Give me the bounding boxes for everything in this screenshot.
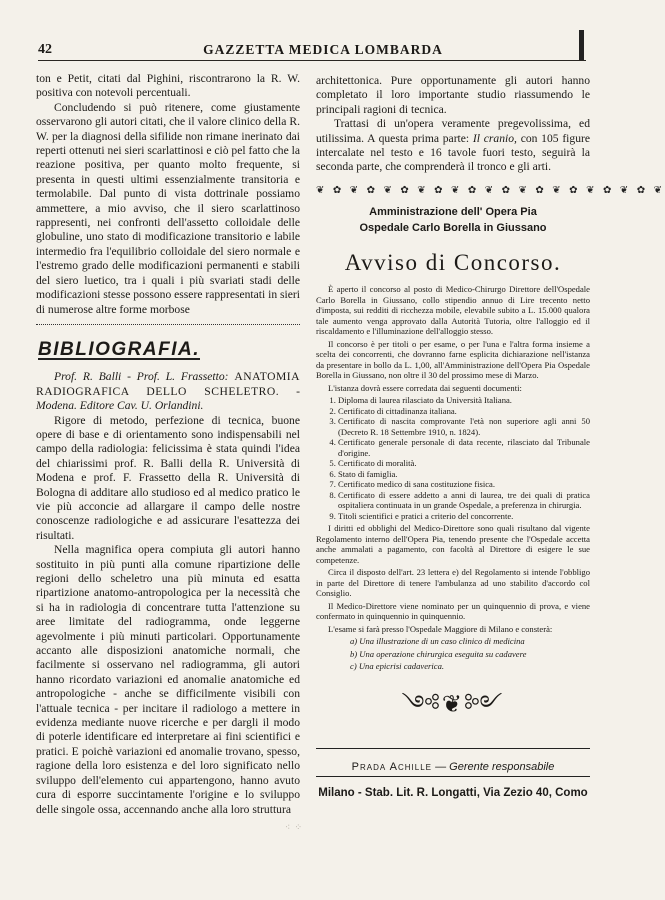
page-number: 42 bbox=[38, 42, 52, 57]
list-item: 1. Diploma di laurea rilasciato da Università Italiana. bbox=[338, 395, 590, 406]
administration-heading: Amministrazione dell' Opera Pia Ospedale Carlo Borella in Giussano bbox=[359, 206, 547, 234]
left-column bbox=[36, 72, 300, 817]
margin-bar bbox=[579, 30, 584, 60]
divider bbox=[316, 776, 590, 777]
imprint-footer bbox=[316, 748, 590, 799]
reference-publisher: - Modena. Editore Cav. U. Orlandini. bbox=[36, 384, 301, 413]
paragraph: Rigore di metodo, perfezione di tecnica, buone opere di base e di orientamento sono indispensabili nel campo della radiologia: felicissima è stata quindi l'idea del chiarissimi prof. R. Balli della R. Università di Modena e prof. F. Frassetto della R. Università di Bologna di additare allo studioso ed al medico pratico le vie più acconcie ad allargare il campo delle nostre conoscenze radiologiche e ad assicurare l'esattezza dei risultati. bbox=[36, 413, 300, 542]
list-item: 6. Stato di famiglia. bbox=[338, 469, 590, 480]
concorso-notice bbox=[316, 200, 590, 745]
list-item: 9. Titoli scientifici e pratici a criterio del concorrente. bbox=[338, 511, 590, 522]
reference-title: ANATOMIA RADIOGRAFICA DELLO SCHELETRO. bbox=[36, 370, 300, 398]
divider bbox=[36, 324, 300, 325]
notice-title: Avviso di Concorso. bbox=[344, 250, 562, 275]
responsible-manager: Prada Achille — Gerente responsabile bbox=[351, 761, 555, 773]
document-list bbox=[316, 395, 590, 521]
list-item: 5. Certificato di moralità. bbox=[338, 458, 590, 469]
paragraph: Trattasi di un'opera veramente pregevolissima, ed utilissima. A questa prima parte: Il cranio, con 105 figure intercalate nel testo e 16 tavole fuori testo, seguirà la seconda parte, che comprenderà il tronco e gli arti. bbox=[316, 117, 591, 174]
list-item: 7. Certificato medico di sana costituzione fisica. bbox=[338, 479, 590, 490]
paragraph: Nella magnifica opera compiuta gli autori hanno sostituito in più punti alla comune ripartizione delle regioni dello scheletro una più minuta ed esatta ripartizione anatomo-antropologica per la necessità che si ha in radiologia di concentrare tutta l'attenzione su aree limitate del radiogramma, onde leggerne agevolmente i più minuti particolari. Opportunamente accanto alle disposizioni anatomiche normali, che facilmente si osservano nel radiogramma, gli autori hanno ricordato variazioni ed anomalie anatomiche ed antropologiche - anche se difficilmente visibili con l'attuale tecnica - per incitare il radiologo a mettere in evidenza mediante nuove ricerche e per dargli il modo di poterle identificare ed interpretare ai fini scientifici e pratici. E poichè variazioni ed anomalie trovano, spesso, ragione della loro esistenza e del loro significato nello sviluppo dell'elemento cui appartengono, hanno avuto cura di esporre succintamente l'origine e lo sviluppo delle singole ossa, accennando anche alla loro struttura bbox=[36, 543, 300, 816]
divider bbox=[316, 748, 590, 749]
list-item: 2. Certificato di cittadinanza italiana. bbox=[338, 406, 590, 417]
paragraph: architettonica. Pure opportunamente gli autori hanno completato il loro importante studio riassumendo le principali ragioni di tecnica. bbox=[316, 74, 590, 116]
ornament-rule: ❦ ✿ ❦ ✿ ❦ ✿ ❦ ✿ ❦ ✿ ❦ ✿ ❦ ✿ ❦ ✿ ❦ ✿ ❦ ✿ ❦ bbox=[316, 185, 665, 196]
ink-smudge: ⁖ ⁘ bbox=[285, 822, 304, 832]
printer-line: Milano - Stab. Lit. R. Longatti, Via Zezio 40, Como bbox=[318, 787, 588, 799]
paragraph: Concludendo si può ritenere, come giustamente osservarono gli autori citati, che il valore clinico della R. W. per la diagnosi della sifilide non rimane inerinato dai reperti ottenuti nei sieri scarlattinosi e ciò pel fatto che la reazione positiva, per quanto molto frequente, si presenta in questi ultimi essenzialmente transitoria e termolabile. Dal punto di vista dottrinale possiamo ammettere, a mio avviso, che il siero scarlattinoso rappresenti, nei confronti dell'assetto colloidale delle globuline, uno stato di modificazione transitorio e labile intermedio fra l'equilibrio colloidale del siero normale e l'estremo grado delle modificazioni permanenti e stabili del siero luetico, tra i quali i più svariati stadi delle modificazioni stesse possono essere rappresentati in sieri di numerose altre forme morbose bbox=[36, 100, 301, 316]
list-item: 8. Certificato di essere addetto a anni di laurea, tre dei quali di pratica ospitaliera continuata in un grande Ospedale, a preferenza in chirurgia. bbox=[338, 490, 590, 511]
running-header bbox=[38, 42, 586, 61]
reference-authors: Prof. R. Balli - Prof. L. Frassetto: bbox=[54, 370, 229, 384]
journal-title: GAZZETTA MEDICA LOMBARDA bbox=[203, 42, 443, 57]
notice-body: È aperto il concorso al posto di Medico-Chirurgo Direttore dell'Ospedale Carlo Borella in Giussano, collo stipendio annuo di Lire trecento netto d'imposta, sui redditi di ricchezza mobile, elevabile subito a L. 15.000 qualora tale aumento venga approvato dalla Autorità Tutoria, oltre l'alloggio ed il riscaldamento e l'illuminazione dell'alloggio stesso. Il concorso è per titoli o per esame, o per l'una e l'altra forma insieme a scelta dei concorrenti, che dovranno farne esplicita dichiarazione nell'istanza da presentare in bollo da L. 1,00, all'Amministrazione dell'Opera Pia Ospedale Borella in Giussano, non oltre il 30 del prossimo mese di Marzo. L'istanza dovrà essere corredata dai seguenti documenti: 1. Diploma di laurea rilasciato da Università Italiana. 2. Certificato di cittadinanza italiana. 3. Certificato di nascita comprovante l'età non superiore agli anni 50 (Decreto R. 18 Settembre 1910, n. 1824). 4. Certificato generale personale di data recente, rilasciato dal Tribunale d'origine. 5. Certificato di moralità. 6. Stato di famiglia. 7. Certificato medico di sana costituzione fisica. 8. Certificato di essere addetto a anni di laurea, tre dei quali di pratica ospitaliera continuata in un grande Ospedale, a preferenza in chirurgia. 9. Titoli scientifici e pratici a criterio del concorrente. I diritti ed obblighi del Medico-Direttore sono quali risultano dal vigente Regolamento interno dell'Opera Pia, tenendo presente che l'Ospedale accetta anche ammalati a pagamento, con facoltà al Direttore di esigere le sue competenze. Circa il disposto dell'art. 23 lettera e) del Regolamento si intende l'obbligo in parte del Direttore di tenere l'ambulanza ad uno stabilito d'accordo col Consiglio. Il Medico-Direttore viene nominato per un quinquennio di prova, e viene confermato in quinquennio in quinquennio. L'esame si farà presso l'Ospedale Maggiore di Milano e consterà: a) Una illustrazione di un caso clinico di medicina b) Una operazione chirurgica eseguita su cadavere c) Una epicrisi cadaverica. bbox=[316, 284, 590, 672]
right-column bbox=[316, 74, 590, 175]
section-heading: BIBLIOGRAFIA. bbox=[38, 338, 200, 360]
book-reference bbox=[36, 370, 300, 413]
flourish-ornament: ༺❦༻ bbox=[401, 691, 505, 718]
exam-item: a) Una illustrazione di un caso clinico di medicina bbox=[350, 636, 525, 646]
list-item: 3. Certificato di nascita comprovante l'età non superiore agli anni 50 (Decreto R. 18 Settembre 1910, n. 1824). bbox=[338, 416, 590, 437]
exam-item: b) Una operazione chirurgica eseguita su cadavere bbox=[350, 648, 527, 659]
paragraph: ton e Petit, citati dal Pighini, riscontrarono la R. W. positiva con notevoli percentuali. bbox=[36, 72, 300, 100]
exam-item: c) Una epicrisi cadaverica. bbox=[350, 661, 445, 671]
list-item: 4. Certificato generale personale di data recente, rilasciato dal Tribunale d'origine. bbox=[338, 437, 590, 458]
